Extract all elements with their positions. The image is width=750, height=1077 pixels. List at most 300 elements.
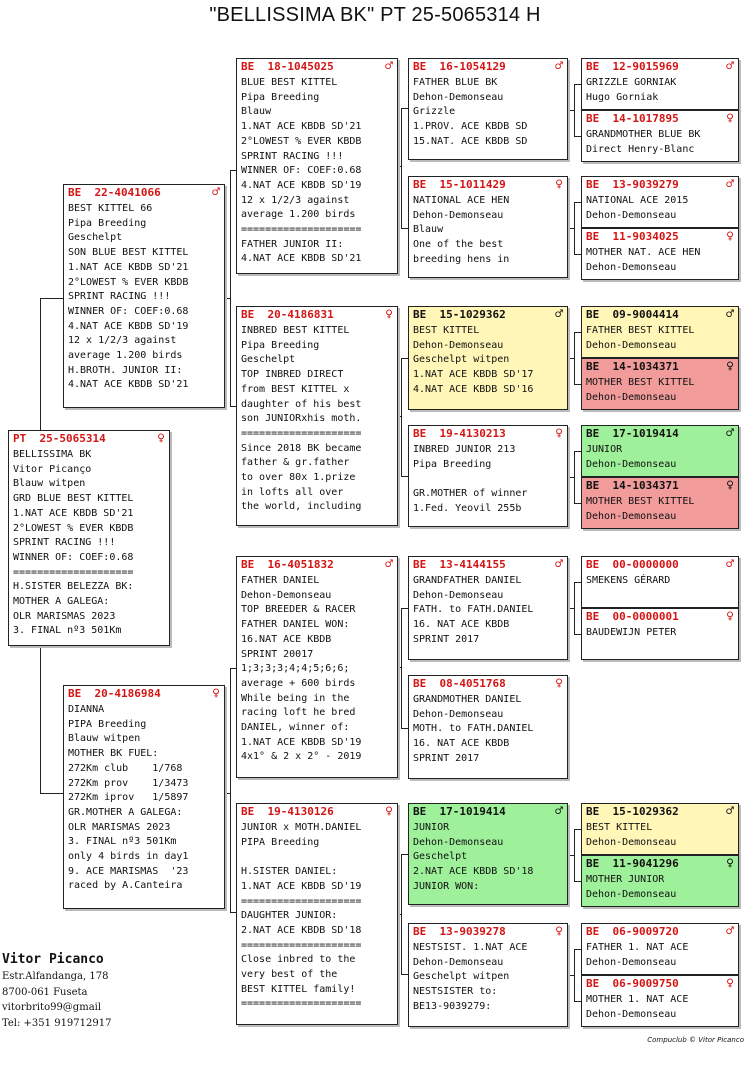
card-detail-line: NATIONAL ACE 2015: [586, 195, 689, 206]
card-header: [241, 308, 393, 322]
card-detail-line: Hugo Gorniak: [586, 91, 659, 103]
ring-number: BE 20-4186984: [68, 687, 161, 700]
card-detail-line: 1.NAT ACE KBDB SD'19: [241, 880, 362, 892]
pigeon-card-g6[interactable]: [581, 358, 739, 410]
connector-line: [398, 416, 402, 417]
card-detail-line: 12 x 1/2/3 against: [68, 335, 177, 347]
card-detail-line: 2°LOWEST % EVER KBDB: [13, 522, 134, 534]
card-detail-line: BEST KITTEL: [586, 822, 653, 833]
card-detail-line: father & gr.father: [241, 457, 350, 469]
pigeon-card-sss[interactable]: [408, 58, 568, 160]
female-symbol-icon: ♀: [555, 676, 563, 691]
card-detail-line: 4x1° & 2 x 2° - 2019: [241, 751, 362, 763]
pigeon-card-sire[interactable]: [63, 184, 225, 408]
card-detail-line: WINNER OF: COEF:0.68: [13, 551, 134, 563]
male-symbol-icon: ♂: [726, 804, 734, 819]
card-detail-line: 16. NAT ACE KBDB: [413, 738, 510, 750]
pigeon-card-sds[interactable]: [408, 306, 568, 410]
card-header: [586, 427, 734, 441]
pigeon-card-ssd[interactable]: [408, 176, 568, 278]
ring-number: BE 17-1019414: [413, 805, 506, 818]
card-detail-line: raced by A.Canteira: [68, 880, 183, 892]
card-detail-line: GR.MOTHER A GALEGA:: [68, 806, 183, 818]
connector-line: [401, 108, 402, 228]
card-detail-line: SMEKENS GÉRARD: [586, 575, 671, 586]
card-details: [586, 76, 734, 105]
card-detail-line: ====================: [241, 939, 362, 951]
ring-number: BE 00-0000001: [586, 610, 679, 623]
card-detail-line: While being in the: [241, 692, 350, 704]
breeder-info: [2, 951, 202, 1031]
ring-number: BE 09-9004414: [586, 308, 679, 321]
card-detail-line: 2°LOWEST % EVER KBDB: [68, 276, 189, 288]
connector-line: [401, 854, 408, 855]
ring-number: BE 14-1034371: [586, 360, 679, 373]
connector-line: [230, 668, 231, 912]
card-detail-line: son JUNIORxhis moth.: [241, 413, 362, 425]
card-detail-line: Dehon-Demonseau: [586, 261, 677, 273]
card-header: [586, 479, 734, 493]
card-detail-line: racing loft he bred: [241, 707, 356, 719]
card-detail-line: GRIZZLE GORNIAK: [586, 77, 677, 88]
card-detail-line: Dehon-Demonseau: [413, 589, 504, 601]
ring-number: BE 06-9009720: [586, 925, 679, 938]
pigeon-card-g12[interactable]: [581, 855, 739, 907]
card-details: [586, 246, 734, 275]
ring-number: BE 14-1034371: [586, 479, 679, 492]
pigeon-card-g14[interactable]: [581, 975, 739, 1027]
ring-number: BE 14-1017895: [586, 112, 679, 125]
pigeon-card-dam[interactable]: [63, 685, 225, 909]
card-detail-line: SPRINT RACING !!!: [241, 150, 344, 162]
card-details: [586, 873, 734, 902]
card-details: [413, 574, 563, 648]
card-detail-line: 272Km iprov 1/5897: [68, 792, 189, 804]
card-detail-line: GRANDMOTHER DANIEL: [413, 694, 522, 705]
pigeon-card-dam-dam[interactable]: [236, 803, 398, 1025]
card-details: [586, 941, 734, 970]
card-detail-line: GRANDMOTHER BLUE BK: [586, 129, 701, 140]
card-detail-line: GRD BLUE BEST KITTEL: [13, 493, 134, 505]
card-detail-line: in lofts all over: [241, 486, 344, 498]
card-detail-line: NESTSISTER to:: [413, 986, 498, 998]
card-detail-line: DAUGHTER JUNIOR:: [241, 910, 338, 922]
card-details: [68, 202, 220, 393]
card-details: [413, 821, 563, 895]
card-detail-line: 2.NAT ACE KBDB SD'18: [413, 866, 534, 878]
pigeon-card-main[interactable]: [8, 430, 170, 646]
card-detail-line: BEST KITTEL: [413, 325, 480, 336]
card-detail-line: NESTSIST. 1.NAT ACE: [413, 942, 528, 953]
connector-line: [401, 608, 402, 728]
card-header: [586, 805, 734, 819]
card-details: [586, 495, 734, 524]
card-detail-line: 2°LOWEST % EVER KBDB: [241, 135, 362, 147]
card-details: [241, 76, 393, 267]
card-detail-line: 16.NAT ACE KBDB: [241, 633, 332, 645]
male-symbol-icon: ♂: [212, 185, 220, 200]
card-detail-line: SON BLUE BEST KITTEL: [68, 247, 189, 259]
card-detail-line: BE13-9039279:: [413, 1000, 492, 1012]
card-details: [413, 693, 563, 767]
card-detail-line: MOTH. to FATH.DANIEL: [413, 723, 534, 735]
connector-line: [574, 332, 581, 333]
card-details: [413, 324, 563, 398]
card-detail-line: Dehon-Demonseau: [586, 209, 677, 221]
connector-line: [401, 974, 408, 975]
card-detail-line: MOTHER JUNIOR: [586, 874, 665, 885]
card-detail-line: ====================: [13, 566, 134, 578]
pigeon-card-g2[interactable]: [581, 110, 739, 162]
ring-number: BE 15-1029362: [586, 805, 679, 818]
male-symbol-icon: ♂: [726, 177, 734, 192]
card-detail-line: average 1.200 birds: [68, 350, 183, 362]
pigeon-card-g7[interactable]: [581, 425, 739, 477]
card-detail-line: 1.NAT ACE KBDB SD'19: [241, 736, 362, 748]
male-symbol-icon: ♂: [385, 59, 393, 74]
card-detail-line: Grizzle: [413, 106, 456, 118]
card-details: [68, 703, 220, 894]
card-detail-line: FATHER BLUE BK: [413, 77, 498, 88]
footer-credit: Compuclub © Vitor Picanco: [647, 1036, 744, 1044]
card-detail-line: Blauw witpen: [13, 478, 86, 490]
card-detail-line: SPRINT RACING !!!: [13, 537, 116, 549]
card-detail-line: only 4 birds in day1: [68, 851, 189, 863]
connector-line: [568, 110, 575, 111]
connector-line: [225, 793, 231, 794]
card-detail-line: Blauw witpen: [68, 733, 141, 745]
card-detail-line: Pipa Breeding: [241, 91, 320, 103]
card-detail-line: very best of the: [241, 969, 338, 981]
card-header: [586, 360, 734, 374]
card-detail-line: FATH. to FATH.DANIEL: [413, 604, 534, 616]
connector-line: [574, 254, 581, 255]
card-detail-line: SPRINT 20017: [241, 648, 314, 660]
card-header: [413, 805, 563, 819]
male-symbol-icon: ♂: [555, 307, 563, 322]
connector-line: [40, 298, 41, 430]
card-detail-line: MOTHER 1. NAT ACE: [586, 994, 689, 1005]
card-detail-line: MOTHER BEST KITTEL: [586, 377, 695, 388]
card-detail-line: SPRINT 2017: [413, 752, 480, 764]
card-detail-line: Pipa Breeding: [241, 339, 320, 351]
ring-number: BE 20-4186831: [241, 308, 334, 321]
connector-line: [40, 646, 41, 793]
connector-line: [574, 582, 581, 583]
connector-line: [401, 358, 402, 476]
card-header: [586, 230, 734, 244]
card-detail-line: 3. FINAL nº3 501Km: [13, 625, 122, 637]
ring-number: BE 16-4051832: [241, 558, 334, 571]
card-detail-line: Dehon-Demonseau: [586, 510, 677, 522]
female-symbol-icon: ♀: [157, 431, 165, 446]
card-detail-line: Dehon-Demonseau: [413, 91, 504, 103]
card-detail-line: 1.NAT ACE KBDB SD'21: [13, 507, 134, 519]
card-header: [413, 178, 563, 192]
pigeon-card-sire-dam[interactable]: [236, 306, 398, 526]
connector-line: [401, 228, 408, 229]
card-details: [586, 443, 734, 472]
card-header: [586, 857, 734, 871]
card-detail-line: INBRED BEST KITTEL: [241, 325, 350, 336]
card-detail-line: BELLISSIMA BK: [13, 449, 92, 460]
card-detail-line: Dehon-Demonseau: [241, 589, 332, 601]
connector-line: [401, 608, 408, 609]
card-detail-line: JUNIOR: [413, 822, 450, 833]
card-header: [241, 558, 393, 572]
card-detail-line: Pipa Breeding: [413, 458, 492, 470]
card-detail-line: breeding hens in: [413, 253, 510, 265]
card-detail-line: JUNIOR WON:: [413, 880, 480, 892]
card-header: [68, 186, 220, 200]
card-detail-line: Dehon-Demonseau: [586, 391, 677, 403]
card-details: [586, 574, 734, 589]
card-detail-line: 1.PROV. ACE KBDB SD: [413, 121, 528, 133]
ring-number: BE 06-9009750: [586, 977, 679, 990]
ring-number: BE 00-0000000: [586, 558, 679, 571]
card-detail-line: BAUDEWIJN PETER: [586, 627, 677, 638]
pigeon-card-dam-sire[interactable]: [236, 556, 398, 778]
connector-line: [574, 1001, 581, 1002]
connector-line: [401, 728, 408, 729]
female-symbol-icon: ♀: [726, 229, 734, 244]
pigeon-card-g4[interactable]: [581, 228, 739, 280]
card-detail-line: SPRINT 2017: [413, 633, 480, 645]
card-detail-line: Geschelpt: [68, 232, 123, 244]
card-details: [413, 194, 563, 268]
card-detail-line: OLR MARISMAS 2023: [68, 821, 171, 833]
card-detail-line: 1.NAT ACE KBDB SD'21: [68, 261, 189, 273]
female-symbol-icon: ♀: [385, 804, 393, 819]
card-details: [586, 993, 734, 1022]
pigeon-card-sire-sire[interactable]: [236, 58, 398, 274]
pigeon-card-dsd[interactable]: [408, 675, 568, 779]
card-header: [586, 60, 734, 74]
card-detail-line: ====================: [241, 998, 362, 1010]
card-detail-line: 4.NAT ACE KBDB SD'21: [241, 253, 362, 265]
connector-line: [574, 881, 581, 882]
breeder-email: vitorbrito99@gmail: [2, 1002, 102, 1013]
connector-line: [398, 166, 402, 167]
connector-line: [574, 829, 581, 830]
connector-line: [40, 793, 63, 794]
pigeon-card-g1[interactable]: [581, 58, 739, 110]
connector-line: [568, 358, 575, 359]
connector-line: [574, 384, 581, 385]
card-detail-line: PIPA Breeding: [68, 718, 147, 730]
card-details: [13, 448, 165, 639]
card-detail-line: GRANDFATHER DANIEL: [413, 575, 522, 586]
connector-line: [574, 949, 581, 950]
card-detail-line: ====================: [241, 895, 362, 907]
connector-line: [398, 667, 402, 668]
ring-number: BE 16-1054129: [413, 60, 506, 73]
card-header: [413, 308, 563, 322]
card-detail-line: FATHER DANIEL: [241, 575, 320, 586]
card-detail-line: average + 600 birds: [241, 677, 356, 689]
connector-line: [574, 84, 581, 85]
card-detail-line: FATHER DANIEL WON:: [241, 619, 350, 631]
card-detail-line: 1.Fed. Yeovil 255b: [413, 502, 522, 514]
breeder-name: Vitor Picanco: [2, 952, 104, 967]
card-detail-line: JUNIOR x MOTH.DANIEL: [241, 822, 362, 833]
card-header: [586, 112, 734, 126]
card-header: [413, 925, 563, 939]
card-header: [13, 432, 165, 446]
card-detail-line: [241, 850, 393, 865]
male-symbol-icon: ♂: [726, 59, 734, 74]
card-details: [241, 574, 393, 765]
connector-line: [40, 298, 63, 299]
card-detail-line: DIANNA: [68, 704, 105, 715]
female-symbol-icon: ♀: [726, 111, 734, 126]
card-detail-line: GR.MOTHER of winner: [413, 488, 528, 500]
card-detail-line: BEST KITTEL 66: [68, 203, 153, 214]
ring-number: PT 25-5065314: [13, 432, 106, 445]
pigeon-card-g8[interactable]: [581, 477, 739, 529]
card-detail-line: H.BROTH. JUNIOR II:: [68, 364, 183, 376]
card-detail-line: H.SISTER DANIEL:: [241, 866, 338, 878]
connector-line: [574, 202, 581, 203]
card-detail-line: MOTHER BK FUEL:: [68, 748, 159, 760]
card-details: [413, 76, 563, 150]
card-detail-line: average 1.200 birds: [241, 209, 356, 221]
connector-line: [401, 108, 408, 109]
card-detail-line: Pipa Breeding: [68, 217, 147, 229]
card-details: [241, 821, 393, 1012]
card-detail-line: 272Km prov 1/3473: [68, 777, 189, 789]
pigeon-card-g10[interactable]: [581, 608, 739, 660]
card-detail-line: Dehon-Demonseau: [586, 458, 677, 470]
card-detail-line: Blauw: [241, 106, 272, 118]
connector-line: [574, 634, 581, 635]
pigeon-card-g13[interactable]: [581, 923, 739, 975]
card-detail-line: FATHER JUNIOR II:: [241, 238, 344, 250]
connector-line: [574, 136, 581, 137]
female-symbol-icon: ♀: [726, 609, 734, 624]
card-detail-line: ====================: [241, 427, 362, 439]
ring-number: BE 15-1011429: [413, 178, 506, 191]
ring-number: BE 17-1019414: [586, 427, 679, 440]
male-symbol-icon: ♂: [555, 557, 563, 572]
card-detail-line: 1.NAT ACE KBDB SD'21: [241, 121, 362, 133]
ring-number: BE 19-4130126: [241, 805, 334, 818]
pigeon-card-g5[interactable]: [581, 306, 739, 358]
card-detail-line: Dehon-Demonseau: [586, 888, 677, 900]
card-detail-line: 4.NAT ACE KBDB SD'21: [68, 379, 189, 391]
card-detail-line: 12 x 1/2/3 against: [241, 194, 350, 206]
card-detail-line: DANIEL, winner of:: [241, 722, 350, 734]
card-header: [586, 558, 734, 572]
card-detail-line: to over 80x 1.prize: [241, 472, 356, 484]
breeder-address-2: 8700-061 Fuseta: [2, 986, 88, 998]
female-symbol-icon: ♀: [726, 856, 734, 871]
card-detail-line: PIPA Breeding: [241, 836, 320, 848]
card-detail-line: FATHER 1. NAT ACE: [586, 942, 689, 953]
pigeon-card-g3[interactable]: [581, 176, 739, 228]
pigeon-card-dss[interactable]: [408, 556, 568, 660]
card-detail-line: MOTHER NAT. ACE HEN: [586, 247, 701, 258]
pigeon-card-g9[interactable]: [581, 556, 739, 608]
card-detail-line: INBRED JUNIOR 213: [413, 444, 516, 455]
card-details: [413, 443, 563, 517]
female-symbol-icon: ♀: [555, 177, 563, 192]
card-detail-line: Dehon-Demonseau: [586, 339, 677, 351]
ring-number: BE 13-9039278: [413, 925, 506, 938]
pigeon-card-ddd[interactable]: [408, 923, 568, 1027]
card-detail-line: Close inbred to the: [241, 954, 356, 966]
card-details: [413, 941, 563, 1015]
card-detail-line: One of the best: [413, 239, 504, 251]
pigeon-card-g11[interactable]: [581, 803, 739, 855]
card-detail-line: 4.NAT ACE KBDB SD'16: [413, 383, 534, 395]
male-symbol-icon: ♂: [385, 557, 393, 572]
male-symbol-icon: ♂: [726, 924, 734, 939]
card-detail-line: MOTHER A GALEGA:: [13, 596, 110, 608]
connector-line: [568, 855, 575, 856]
breeder-address-1: Estr.Alfandanga, 178: [2, 971, 109, 982]
card-detail-line: Dehon-Demonseau: [413, 956, 504, 968]
card-detail-line: SPRINT RACING !!!: [68, 291, 171, 303]
page-title: "BELLISSIMA BK" PT 25-5065314 H: [209, 4, 541, 26]
card-detail-line: Dehon-Demonseau: [413, 836, 504, 848]
male-symbol-icon: ♂: [555, 59, 563, 74]
card-header: [586, 178, 734, 192]
card-detail-line: Geschelpt witpen: [413, 354, 510, 366]
card-details: [586, 821, 734, 850]
card-detail-line: ====================: [241, 224, 362, 236]
pigeon-card-dds[interactable]: [408, 803, 568, 905]
card-detail-line: Blauw: [413, 224, 444, 236]
connector-line: [568, 608, 575, 609]
card-details: [586, 194, 734, 223]
card-detail-line: Dehon-Demonseau: [413, 708, 504, 720]
card-detail-line: [413, 472, 563, 487]
ring-number: BE 15-1029362: [413, 308, 506, 321]
card-header: [68, 687, 220, 701]
card-detail-line: Since 2018 BK became: [241, 442, 362, 454]
card-detail-line: Dehon-Demonseau: [586, 1008, 677, 1020]
pigeon-card-sdd[interactable]: [408, 425, 568, 527]
card-detail-line: Dehon-Demonseau: [586, 956, 677, 968]
card-details: [586, 626, 734, 641]
connector-line: [568, 975, 575, 976]
card-detail-line: Geschelpt witpen: [413, 971, 510, 983]
card-header: [413, 60, 563, 74]
card-detail-line: BEST KITTEL family!: [241, 983, 356, 995]
female-symbol-icon: ♀: [555, 426, 563, 441]
connector-line: [568, 228, 575, 229]
card-header: [241, 60, 393, 74]
card-detail-line: MOTHER BEST KITTEL: [586, 496, 695, 507]
female-symbol-icon: ♀: [555, 924, 563, 939]
card-detail-line: 2.NAT ACE KBDB SD'18: [241, 924, 362, 936]
ring-number: BE 11-9034025: [586, 230, 679, 243]
connector-line: [225, 298, 231, 299]
card-header: [586, 610, 734, 624]
ring-number: BE 18-1045025: [241, 60, 334, 73]
card-detail-line: 3. FINAL nº3 501Km: [68, 836, 177, 848]
card-detail-line: Geschelpt: [241, 354, 296, 366]
connector-line: [401, 476, 408, 477]
card-detail-line: Dehon-Demonseau: [586, 836, 677, 848]
card-detail-line: Direct Henry-Blanc: [586, 143, 695, 155]
ring-number: BE 11-9041296: [586, 857, 679, 870]
card-details: [586, 324, 734, 353]
card-header: [586, 925, 734, 939]
breeder-phone: Tel: +351 919712917: [2, 1017, 112, 1029]
card-detail-line: 15.NAT. ACE KBDB SD: [413, 135, 528, 147]
